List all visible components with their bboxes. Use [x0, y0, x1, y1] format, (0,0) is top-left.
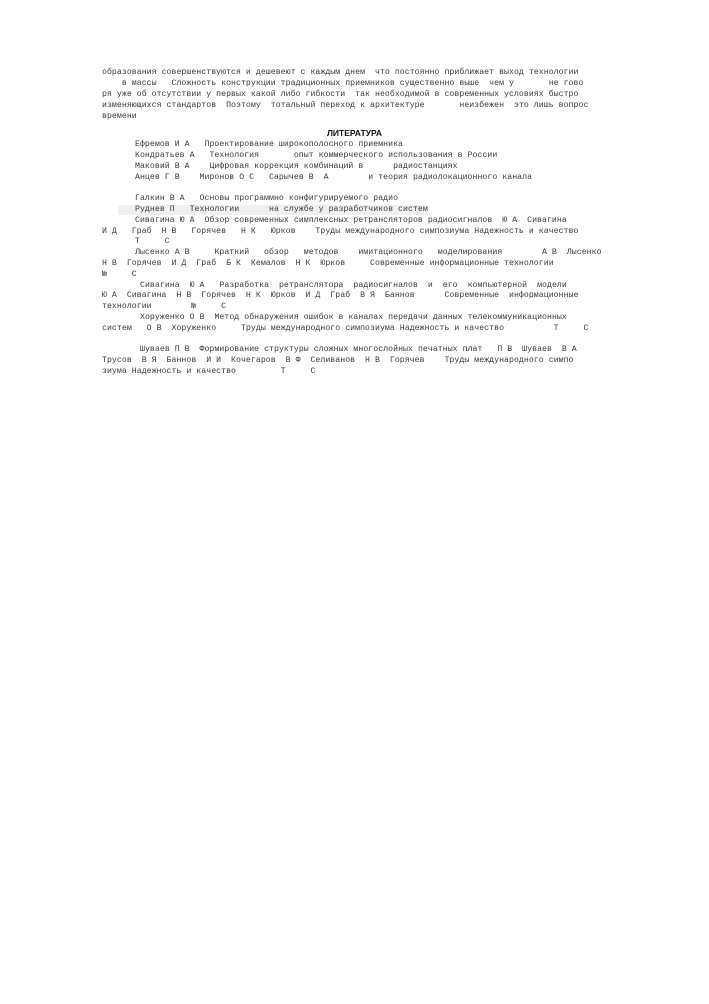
reference-line: № С — [102, 270, 137, 279]
reference-line: Анцев Г В Миронов О С Сарычев В А и теория радиолокационного канала — [135, 173, 533, 182]
reference-line: Кондратьев А Технология опыт коммерческого использования в России — [135, 151, 498, 160]
reference-line: зиума Надежность и качество Т С — [102, 367, 316, 376]
reference-line: Маковий В А Цифровая коррекция комбинаций в радиостанциях — [135, 162, 458, 171]
reference-line: Трусов В Я Баннов И И Кочегаров В Ф Селиванов Н В Горячев Труды международного симпо — [102, 356, 574, 365]
reference-line: Лысенко А В Краткий обзор методов имитационного моделирования А В Лысенко — [135, 248, 602, 257]
reference-line: Сивагина Ю А Разработка ретранслятора радиосигналов и его компьютерной модели — [140, 281, 567, 290]
reference-line: Сивагина Ю А Обзор современных симплексных ретрансляторов радиосигналов Ю А Сивагина — [135, 216, 567, 225]
reference-line: Н В Горячев И Д Граб Б К Кемалов Н К Юрков Современные информационные технологии — [102, 259, 554, 268]
reference-line: Шуваев П В Формирование структуры сложных многослойных печатных плат П В Шуваев В А — [140, 345, 577, 354]
reference-line: И Д Граб Н В Горячев Н К Юрков Труды международного симпозиума Надежность и качество — [102, 227, 579, 236]
body-text-line-4: изменяющихся стандартов Поэтому тотальный переход к архитектуре неизбежен это лишь вопрос — [102, 101, 589, 110]
reference-line: Галкин В А Основы программно конфигурируемого радио — [135, 194, 399, 203]
reference-line: Т С — [135, 237, 170, 246]
reference-line-highlighted: Руднев П Технологии на службе у разработчиков систем — [118, 205, 428, 215]
reference-line: Хоруженко О В Метод обнаружения ошибок в каналах передачи данных телекоммуникационных — [140, 313, 567, 322]
reference-line: Ю А Сивагина Н В Горячев Н К Юрков И Д Граб В Я Баннов Современные информационные — [102, 291, 579, 300]
body-text-line-5: времени — [102, 112, 137, 121]
body-text-line-3: ря уже об отсутствии у первых какой либо гибкости так необходимой в современных условиях быстро — [102, 90, 579, 99]
reference-line: технологии № С — [102, 302, 227, 311]
body-text-line-2: в массы Сложность конструкции традиционных приемников существенно выше чем у не гово — [102, 79, 584, 88]
references-heading: ЛИТЕРАТУРА — [326, 128, 383, 138]
reference-line: Ефремов И А Проектирование широкополосного приемника — [135, 140, 404, 149]
body-text-line-1: образования совершенствуются и дешевеют с каждым днем что постоянно приближает выход технологии — [102, 68, 579, 77]
reference-line: систем О В Хоруженко Труды международного симпозиума Надежность и качество Т С — [102, 324, 589, 333]
